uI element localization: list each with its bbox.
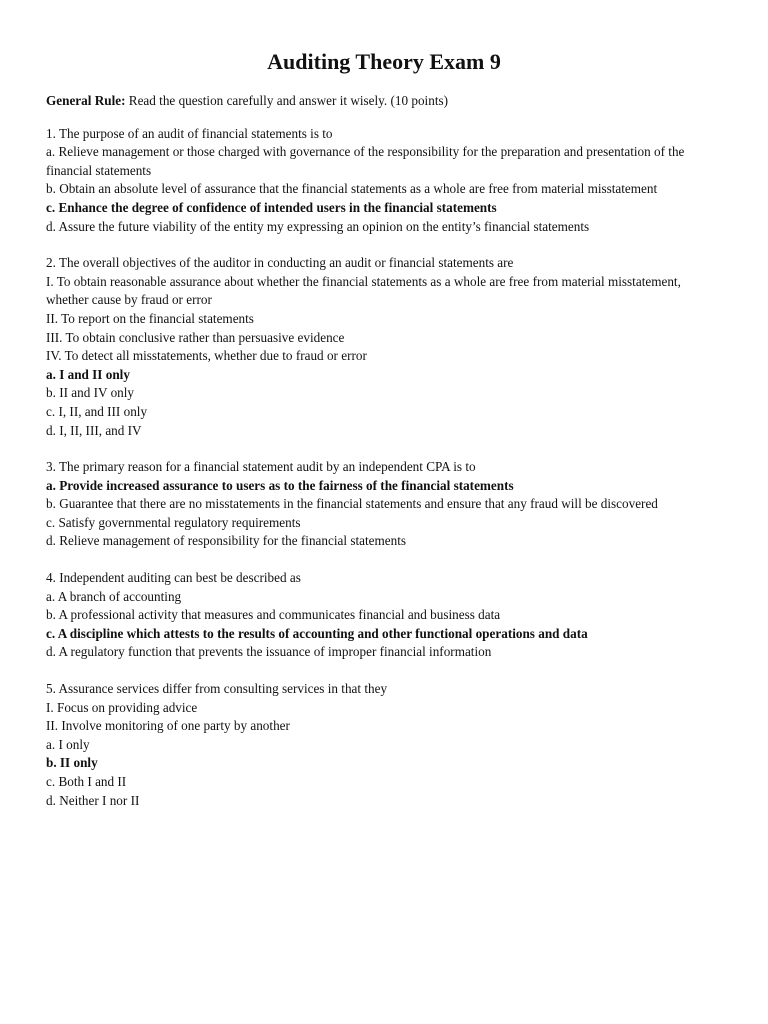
question-5 bbox=[46, 680, 722, 810]
question-2 bbox=[46, 254, 722, 440]
option-line: b. Obtain an absolute level of assurance that the financial statements as a whole are free from material misstatement bbox=[46, 181, 658, 197]
general-rule-label: General Rule: bbox=[46, 93, 126, 108]
question-stem: 2. The overall objectives of the auditor in conducting an audit or financial statements are bbox=[46, 255, 514, 271]
general-rule bbox=[46, 92, 722, 111]
page-title: Auditing Theory Exam 9 bbox=[267, 49, 501, 74]
option-line: d. Relieve management of responsibility for the financial statements bbox=[46, 533, 406, 549]
option-line: a. I only bbox=[46, 736, 90, 752]
question-stem: 5. Assurance services differ from consulting services in that they bbox=[46, 681, 388, 697]
option-line: b. Guarantee that there are no misstatements in the financial statements and ensure that any fraud will be discovered bbox=[46, 496, 658, 512]
correct-answer: c. Enhance the degree of confidence of intended users in the financial statements bbox=[46, 199, 497, 215]
option-line: c. I, II, and III only bbox=[46, 403, 148, 419]
option-line: d. Neither I nor II bbox=[46, 792, 140, 808]
question-stem: 4. Independent auditing can best be described as bbox=[46, 570, 301, 586]
option-line: d. Assure the future viability of the entity my expressing an opinion on the entity’s financial statements bbox=[46, 218, 590, 234]
correct-answer: a. Provide increased assurance to users as to the fairness of the financial statements bbox=[46, 477, 514, 493]
option-line: d. I, II, III, and IV bbox=[46, 422, 142, 438]
option-line: II. To report on the financial statements bbox=[46, 310, 254, 326]
option-line: a. Relieve management or those charged with governance of the responsibility for the preparation and presentation of the financial statements bbox=[46, 144, 685, 178]
question-list bbox=[46, 125, 722, 811]
option-line: I. To obtain reasonable assurance about whether the financial statements as a whole are free from material misstatement, whether cause by fraud or error bbox=[46, 273, 681, 308]
correct-answer: c. A discipline which attests to the results of accounting and other functional operations and data bbox=[46, 625, 588, 641]
option-line: b. II and IV only bbox=[46, 385, 135, 401]
option-line: c. Satisfy governmental regulatory requirements bbox=[46, 514, 301, 530]
option-line: a. A branch of accounting bbox=[46, 588, 182, 604]
general-rule-text: Read the question carefully and answer it wisely. (10 points) bbox=[125, 93, 449, 108]
question-stem: 3. The primary reason for a financial statement audit by an independent CPA is to bbox=[46, 459, 476, 475]
option-line: III. To obtain conclusive rather than persuasive evidence bbox=[46, 329, 345, 345]
question-1 bbox=[46, 125, 722, 237]
question-4 bbox=[46, 569, 722, 662]
correct-answer: a. I and II only bbox=[46, 366, 130, 382]
question-stem: 1. The purpose of an audit of financial statements is to bbox=[46, 125, 333, 141]
option-line: II. Involve monitoring of one party by another bbox=[46, 718, 290, 734]
option-line: I. Focus on providing advice bbox=[46, 699, 198, 715]
option-line: b. A professional activity that measures and communicates financial and business data bbox=[46, 607, 501, 623]
option-line: c. Both I and II bbox=[46, 774, 127, 789]
question-3 bbox=[46, 458, 722, 551]
correct-answer: b. II only bbox=[46, 755, 98, 771]
option-line: IV. To detect all misstatements, whether due to fraud or error bbox=[46, 348, 367, 364]
option-line: d. A regulatory function that prevents the issuance of improper financial information bbox=[46, 644, 492, 660]
